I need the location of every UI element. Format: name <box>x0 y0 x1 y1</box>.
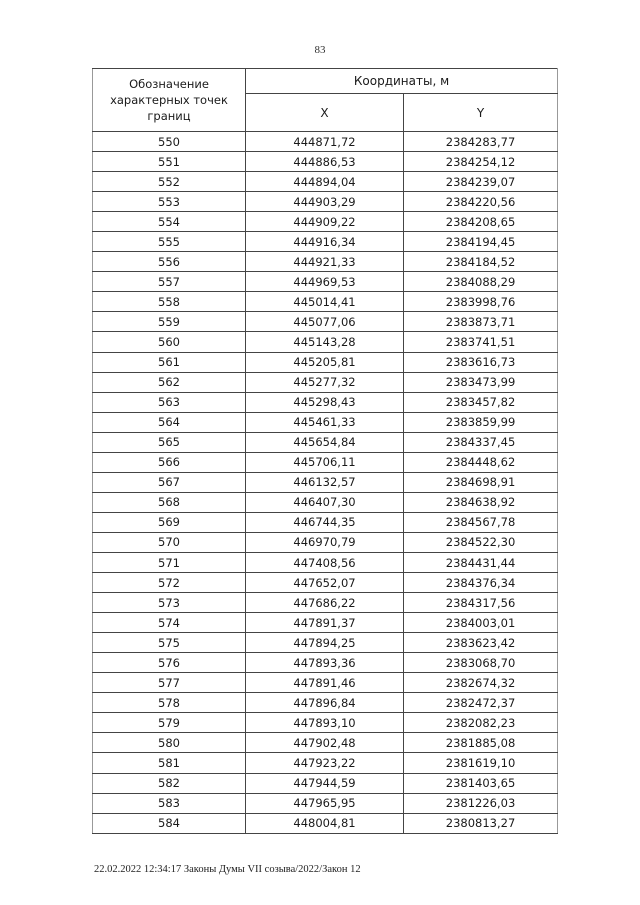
table-row <box>93 472 558 492</box>
point-number-cell: 582 <box>93 773 246 793</box>
table-row <box>93 332 558 352</box>
y-coordinate-cell: 2383873,71 <box>404 312 558 332</box>
x-coordinate-cell: 447944,59 <box>246 773 404 793</box>
x-coordinate-cell: 447652,07 <box>246 573 404 593</box>
x-coordinate-cell: 447965,95 <box>246 793 404 813</box>
x-coordinate-cell: 447893,36 <box>246 653 404 673</box>
point-number-cell: 580 <box>93 733 246 753</box>
table-row <box>93 673 558 693</box>
point-number-cell: 572 <box>93 573 246 593</box>
table-row <box>93 292 558 312</box>
y-coordinate-cell: 2383616,73 <box>404 352 558 372</box>
y-coordinate-cell: 2383068,70 <box>404 653 558 673</box>
table-row <box>93 573 558 593</box>
point-number-cell: 570 <box>93 532 246 552</box>
y-coordinate-cell: 2384003,01 <box>404 613 558 633</box>
y-coordinate-cell: 2381619,10 <box>404 753 558 773</box>
table-row <box>93 192 558 212</box>
y-coordinate-cell: 2384376,34 <box>404 573 558 593</box>
table-row <box>93 773 558 793</box>
document-footer: 22.02.2022 12:34:17 Законы Думы VII созыва/2022/Закон 12 <box>94 864 361 875</box>
point-number-cell: 569 <box>93 512 246 532</box>
y-coordinate-cell: 2383741,51 <box>404 332 558 352</box>
x-coordinate-cell: 444921,33 <box>246 252 404 272</box>
point-number-cell: 557 <box>93 272 246 292</box>
x-coordinate-cell: 445654,84 <box>246 432 404 452</box>
y-coordinate-cell: 2380813,27 <box>404 813 558 833</box>
x-coordinate-cell: 447894,25 <box>246 633 404 653</box>
point-number-cell: 553 <box>93 192 246 212</box>
y-coordinate-cell: 2383623,42 <box>404 633 558 653</box>
point-number-cell: 583 <box>93 793 246 813</box>
table-row <box>93 693 558 713</box>
y-coordinate-cell: 2384638,92 <box>404 492 558 512</box>
point-number-cell: 551 <box>93 152 246 172</box>
y-coordinate-cell: 2382472,37 <box>404 693 558 713</box>
table-row <box>93 593 558 613</box>
point-number-cell: 562 <box>93 372 246 392</box>
point-number-cell: 584 <box>93 813 246 833</box>
point-number-cell: 561 <box>93 352 246 372</box>
table-row <box>93 452 558 472</box>
x-coordinate-cell: 445077,06 <box>246 312 404 332</box>
y-coordinate-cell: 2384254,12 <box>404 152 558 172</box>
point-number-cell: 568 <box>93 492 246 512</box>
y-coordinate-cell: 2382674,32 <box>404 673 558 693</box>
x-coordinate-cell: 444916,34 <box>246 232 404 252</box>
header-y: Y <box>404 94 558 132</box>
table-row <box>93 613 558 633</box>
y-coordinate-cell: 2381226,03 <box>404 793 558 813</box>
x-coordinate-cell: 446132,57 <box>246 472 404 492</box>
table-row <box>93 252 558 272</box>
table-row <box>93 132 558 152</box>
x-coordinate-cell: 444886,53 <box>246 152 404 172</box>
x-coordinate-cell: 444903,29 <box>246 192 404 212</box>
y-coordinate-cell: 2384317,56 <box>404 593 558 613</box>
table-row <box>93 753 558 773</box>
y-coordinate-cell: 2384698,91 <box>404 472 558 492</box>
table-header <box>93 69 558 132</box>
point-number-cell: 563 <box>93 392 246 412</box>
x-coordinate-cell: 444894,04 <box>246 172 404 192</box>
table-row <box>93 552 558 572</box>
point-number-cell: 550 <box>93 132 246 152</box>
y-coordinate-cell: 2381885,08 <box>404 733 558 753</box>
x-coordinate-cell: 447902,48 <box>246 733 404 753</box>
x-coordinate-cell: 447896,84 <box>246 693 404 713</box>
y-coordinate-cell: 2384194,45 <box>404 232 558 252</box>
page-number: 83 <box>314 44 326 56</box>
y-coordinate-cell: 2384088,29 <box>404 272 558 292</box>
y-coordinate-cell: 2383998,76 <box>404 292 558 312</box>
point-number-cell: 581 <box>93 753 246 773</box>
table-row <box>93 733 558 753</box>
y-coordinate-cell: 2384184,52 <box>404 252 558 272</box>
x-coordinate-cell: 445205,81 <box>246 352 404 372</box>
table-row <box>93 532 558 552</box>
point-number-cell: 558 <box>93 292 246 312</box>
x-coordinate-cell: 445014,41 <box>246 292 404 312</box>
header-x: X <box>246 94 404 132</box>
point-number-cell: 574 <box>93 613 246 633</box>
table-row <box>93 653 558 673</box>
y-coordinate-cell: 2384522,30 <box>404 532 558 552</box>
table-row <box>93 412 558 432</box>
x-coordinate-cell: 445298,43 <box>246 392 404 412</box>
table-row <box>93 212 558 232</box>
point-number-cell: 554 <box>93 212 246 232</box>
table-row <box>93 492 558 512</box>
x-coordinate-cell: 448004,81 <box>246 813 404 833</box>
y-coordinate-cell: 2383859,99 <box>404 412 558 432</box>
table-row <box>93 232 558 252</box>
header-coordinates: Координаты, м <box>246 69 558 94</box>
y-coordinate-cell: 2384567,78 <box>404 512 558 532</box>
x-coordinate-cell: 447893,10 <box>246 713 404 733</box>
x-coordinate-cell: 446970,79 <box>246 532 404 552</box>
x-coordinate-cell: 444969,53 <box>246 272 404 292</box>
header-point-designation: Обозначение характерных точек границ <box>93 69 246 132</box>
y-coordinate-cell: 2382082,23 <box>404 713 558 733</box>
table-row <box>93 633 558 653</box>
x-coordinate-cell: 445143,28 <box>246 332 404 352</box>
point-number-cell: 576 <box>93 653 246 673</box>
point-number-cell: 560 <box>93 332 246 352</box>
y-coordinate-cell: 2384283,77 <box>404 132 558 152</box>
table-row <box>93 813 558 833</box>
y-coordinate-cell: 2384208,65 <box>404 212 558 232</box>
table-row <box>93 713 558 733</box>
table-row <box>93 432 558 452</box>
table-row <box>93 793 558 813</box>
point-number-cell: 555 <box>93 232 246 252</box>
point-number-cell: 575 <box>93 633 246 653</box>
table-body <box>93 132 558 834</box>
point-number-cell: 564 <box>93 412 246 432</box>
x-coordinate-cell: 444871,72 <box>246 132 404 152</box>
x-coordinate-cell: 445706,11 <box>246 452 404 472</box>
point-number-cell: 578 <box>93 693 246 713</box>
x-coordinate-cell: 446407,30 <box>246 492 404 512</box>
table-row <box>93 352 558 372</box>
point-number-cell: 565 <box>93 432 246 452</box>
table-row <box>93 392 558 412</box>
point-number-cell: 552 <box>93 172 246 192</box>
y-coordinate-cell: 2384448,62 <box>404 452 558 472</box>
x-coordinate-cell: 447891,46 <box>246 673 404 693</box>
table-row <box>93 272 558 292</box>
x-coordinate-cell: 446744,35 <box>246 512 404 532</box>
x-coordinate-cell: 445277,32 <box>246 372 404 392</box>
x-coordinate-cell: 445461,33 <box>246 412 404 432</box>
table-row <box>93 512 558 532</box>
y-coordinate-cell: 2383473,99 <box>404 372 558 392</box>
x-coordinate-cell: 444909,22 <box>246 212 404 232</box>
table-row <box>93 152 558 172</box>
point-number-cell: 559 <box>93 312 246 332</box>
point-number-cell: 573 <box>93 593 246 613</box>
x-coordinate-cell: 447408,56 <box>246 552 404 572</box>
y-coordinate-cell: 2384220,56 <box>404 192 558 212</box>
point-number-cell: 577 <box>93 673 246 693</box>
table-row <box>93 312 558 332</box>
y-coordinate-cell: 2381403,65 <box>404 773 558 793</box>
point-number-cell: 566 <box>93 452 246 472</box>
x-coordinate-cell: 447891,37 <box>246 613 404 633</box>
y-coordinate-cell: 2383457,82 <box>404 392 558 412</box>
point-number-cell: 567 <box>93 472 246 492</box>
x-coordinate-cell: 447686,22 <box>246 593 404 613</box>
table-row <box>93 172 558 192</box>
point-number-cell: 556 <box>93 252 246 272</box>
point-number-cell: 571 <box>93 552 246 572</box>
table-row <box>93 372 558 392</box>
y-coordinate-cell: 2384431,44 <box>404 552 558 572</box>
y-coordinate-cell: 2384337,45 <box>404 432 558 452</box>
x-coordinate-cell: 447923,22 <box>246 753 404 773</box>
point-number-cell: 579 <box>93 713 246 733</box>
y-coordinate-cell: 2384239,07 <box>404 172 558 192</box>
coordinates-table <box>92 68 558 834</box>
